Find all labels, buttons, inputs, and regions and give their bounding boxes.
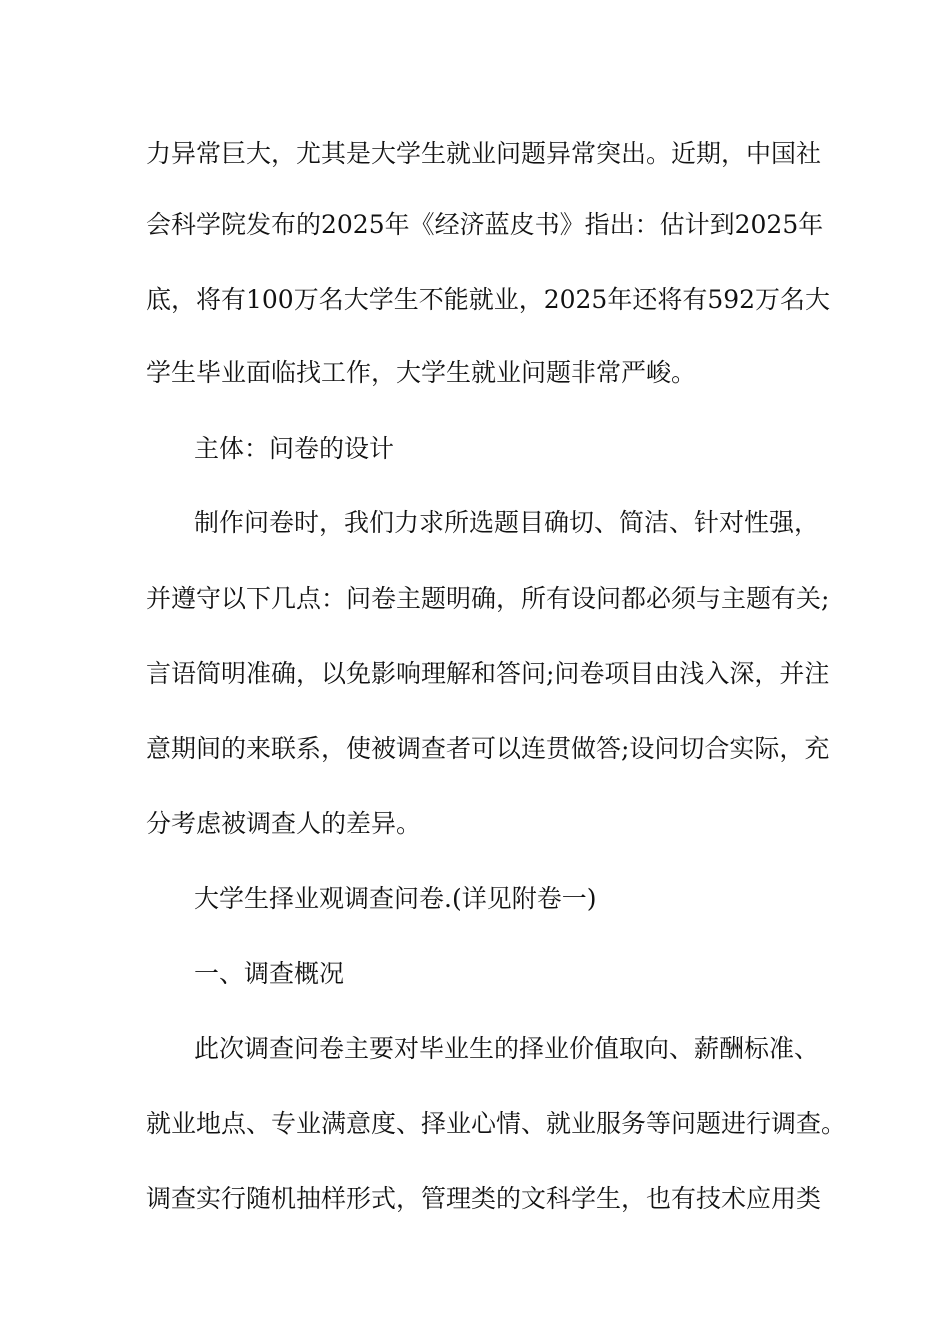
paragraph-line: 分考虑被调查人的差异。	[146, 809, 422, 838]
paragraph-line: 制作问卷时，我们力求所选题目确切、简洁、针对性强，	[194, 508, 820, 537]
section-heading: 一、调查概况	[194, 959, 345, 988]
paragraph-line: 此次调查问卷主要对毕业生的择业价值取向、薪酬标准、	[194, 1034, 820, 1063]
paragraph-line: 底，将有100万名大学生不能就业，2025年还将有592万名大	[146, 285, 831, 314]
paragraph-line: 就业地点、专业满意度、择业心情、就业服务等问题进行调查。	[146, 1109, 847, 1138]
paragraph-line: 调查实行随机抽样形式，管理类的文科学生，也有技术应用类	[146, 1184, 822, 1213]
paragraph-line: 并遵守以下几点：问卷主题明确，所有设问都必须与主题有关;	[146, 584, 830, 613]
paragraph-line: 会科学院发布的2025年《经济蓝皮书》指出：估计到2025年	[146, 210, 824, 239]
paragraph-line: 意期间的来联系，使被调查者可以连贯做答;设问切合实际，充	[146, 734, 830, 763]
paragraph-line: 言语简明准确，以免影响理解和答问;问卷项目由浅入深，并注	[146, 659, 830, 688]
paragraph-line: 学生毕业面临找工作，大学生就业问题非常严峻。	[146, 358, 697, 387]
section-heading: 主体：问卷的设计	[194, 434, 395, 463]
paragraph-line: 力异常巨大，尤其是大学生就业问题异常突出。近期，中国社	[146, 139, 822, 168]
questionnaire-reference: 大学生择业观调查问卷.(详见附卷一)	[194, 884, 597, 913]
